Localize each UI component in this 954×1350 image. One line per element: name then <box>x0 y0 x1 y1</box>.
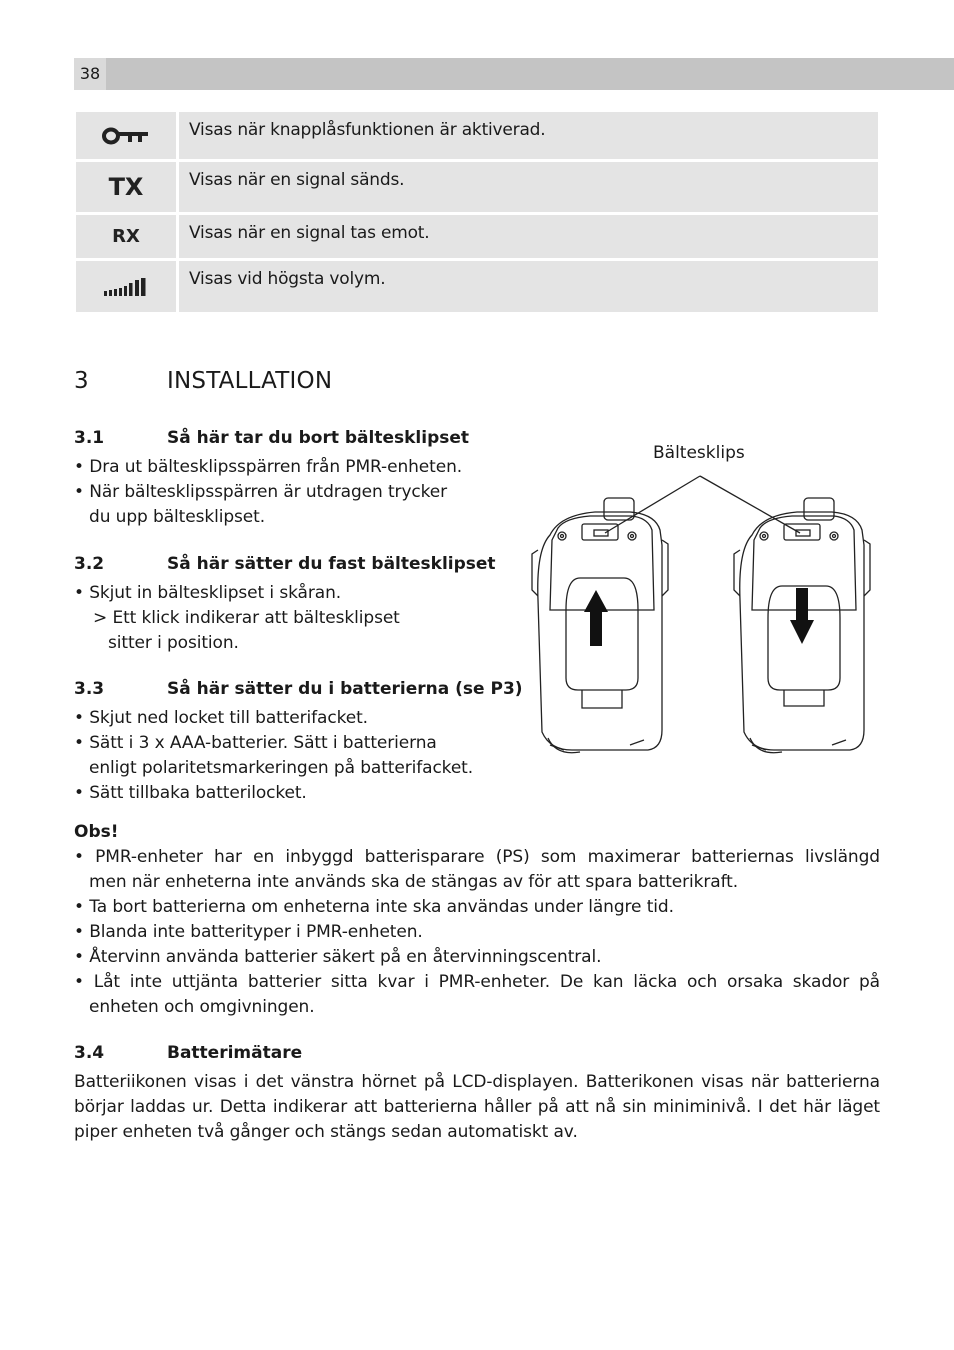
table-row <box>74 215 880 258</box>
list-item: • Skjut in bältesklipset i skåran. <box>74 583 342 603</box>
rx-icon: RX <box>112 226 140 247</box>
key-lock-icon <box>102 126 150 146</box>
icon-cell <box>76 215 176 258</box>
list-item: • Sätt i 3 x AAA-batterier. Sätt i batterierna <box>74 733 437 753</box>
list-item-continuation: enheten och omgivningen. <box>89 997 315 1017</box>
volume-bars-icon <box>102 277 150 297</box>
page-number: 38 <box>74 58 106 90</box>
table-row <box>74 162 880 212</box>
section-number: 3 <box>74 368 89 394</box>
list-item-continuation: sitter i position. <box>108 633 239 653</box>
subsection-number: 3.2 <box>74 554 105 574</box>
list-item-continuation: enligt polaritetsmarkeringen på batterifacket. <box>89 758 474 778</box>
subsection-title: Batterimätare <box>167 1043 303 1063</box>
row-description: Visas vid högsta volym. <box>189 269 386 289</box>
section-title: INSTALLATION <box>167 368 333 394</box>
icon-cell <box>76 162 176 212</box>
table-row <box>74 112 880 159</box>
belt-clip-figure <box>520 440 880 760</box>
list-item: • PMR-enheter har en inbyggd batterisparare (PS) som maximerar batteriernas livslängd <box>74 847 880 867</box>
notice-title: Obs! <box>74 822 119 842</box>
subsection-title: Så här tar du bort bältesklipset <box>167 428 470 448</box>
figure-label: Bältesklips <box>653 443 745 463</box>
list-item: • Sätt tillbaka batterilocket. <box>74 783 307 803</box>
icon-cell <box>76 112 176 159</box>
list-item: • Låt inte uttjänta batterier sitta kvar i PMR-enheter. De kan läcka och orsaka skador på <box>74 972 880 992</box>
list-item: • Återvinn använda batterier säkert på en återvinningscentral. <box>74 947 602 967</box>
subsection-title: Så här sätter du i batterierna (se P3) <box>167 679 523 699</box>
subsection-number: 3.1 <box>74 428 105 448</box>
list-item: • När bältesklipsspärren är utdragen trycker <box>74 482 448 502</box>
tx-icon: TX <box>108 173 144 201</box>
list-item-note: > Ett klick indikerar att bältesklipset <box>93 608 400 628</box>
paragraph-line: piper enheten två gånger och stängs sedan automatiskt av. <box>74 1122 578 1142</box>
belt-clip-illustration <box>520 440 880 760</box>
paragraph-line: börjar laddas ur. Detta indikerar att batterierna håller på att nå sin miniminivå. I det här läget <box>74 1097 880 1117</box>
row-description: Visas när en signal sänds. <box>189 170 405 190</box>
page-header-bar <box>74 58 954 90</box>
icon-cell <box>76 261 176 312</box>
list-item-continuation: du upp bältesklipset. <box>89 507 266 527</box>
table-row <box>74 261 880 312</box>
list-item: • Ta bort batterierna om enheterna inte ska användas under längre tid. <box>74 897 674 917</box>
list-item: • Blanda inte batterityper i PMR-enheten. <box>74 922 423 942</box>
subsection-number: 3.4 <box>74 1043 105 1063</box>
subsection-title: Så här sätter du fast bältesklipset <box>167 554 496 574</box>
list-item: • Skjut ned locket till batterifacket. <box>74 708 368 728</box>
row-description: Visas när en signal tas emot. <box>189 223 430 243</box>
list-item-continuation: men när enheterna inte används ska de stängas av för att spara batterikraft. <box>89 872 739 892</box>
row-description: Visas när knapplåsfunktionen är aktiverad. <box>189 120 546 140</box>
paragraph-line: Batteriikonen visas i det vänstra hörnet på LCD-displayen. Batterikonen visas när batterierna <box>74 1072 880 1092</box>
subsection-number: 3.3 <box>74 679 105 699</box>
list-item: • Dra ut bältesklipsspärren från PMR-enheten. <box>74 457 463 477</box>
